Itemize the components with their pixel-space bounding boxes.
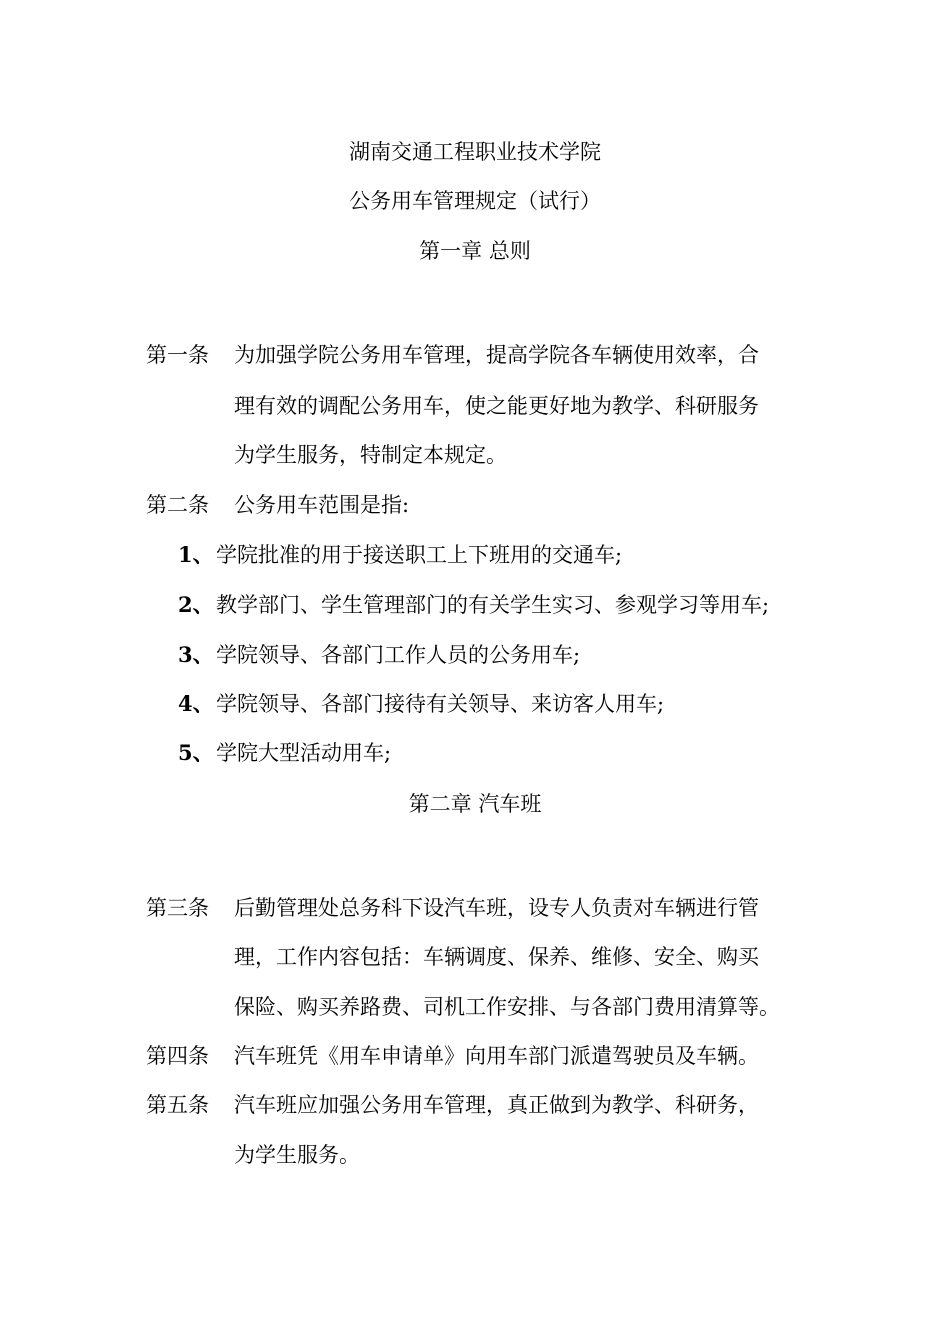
article-1-line-1: 为加强学院公务用车管理，提高学院各车辆使用效率，合 xyxy=(234,343,759,367)
article-1-line-3: 为学生服务，特制定本规定。 xyxy=(234,443,507,467)
article-5-label: 第五条 xyxy=(146,1093,209,1117)
list-item xyxy=(178,540,622,570)
chapter-1-heading: 第一章 总则 xyxy=(419,239,531,263)
article-1-line-2: 理有效的调配公务用车，使之能更好地为教学、科研服务 xyxy=(234,394,759,418)
article-3-label: 第三条 xyxy=(146,896,209,920)
list-item-text: 学院领导、各部门工作人员的公务用车; xyxy=(216,643,581,667)
list-item xyxy=(178,640,580,670)
list-item-number: 3、 xyxy=(178,642,214,667)
list-item-number: 2、 xyxy=(178,592,214,617)
article-1-label: 第一条 xyxy=(146,343,209,367)
list-item-text: 学院领导、各部门接待有关领导、来访客人用车; xyxy=(216,692,665,716)
list-item xyxy=(178,590,769,620)
article-3-line-1: 后勤管理处总务科下设汽车班，设专人负责对车辆进行管 xyxy=(234,896,759,920)
document-title: 湖南交通工程职业技术学院 xyxy=(349,140,601,164)
list-item-number: 1、 xyxy=(178,542,214,567)
document-subtitle: 公务用车管理规定（试行） xyxy=(349,189,601,213)
article-5-line-1: 汽车班应加强公务用车管理，真正做到为教学、科研务， xyxy=(234,1093,759,1117)
article-4-label: 第四条 xyxy=(146,1044,209,1068)
article-3-line-3: 保险、购买养路费、司机工作安排、与各部门费用清算等。 xyxy=(234,995,780,1019)
list-item xyxy=(178,738,391,768)
list-item xyxy=(178,689,664,719)
article-2-line-1: 公务用车范围是指: xyxy=(234,493,410,517)
article-5-line-2: 为学生服务。 xyxy=(234,1143,360,1167)
list-item-number: 5、 xyxy=(178,740,214,765)
chapter-2-heading: 第二章 汽车班 xyxy=(408,792,542,816)
article-4-line-1: 汽车班凭《用车申请单》向用车部门派遣驾驶员及车辆。 xyxy=(234,1044,759,1068)
list-item-number: 4、 xyxy=(178,691,214,716)
article-2-label: 第二条 xyxy=(146,493,209,517)
list-item-text: 学院批准的用于接送职工上下班用的交通车; xyxy=(216,543,623,567)
list-item-text: 教学部门、学生管理部门的有关学生实习、参观学习等用车; xyxy=(216,593,770,617)
article-3-line-2: 理，工作内容包括：车辆调度、保养、维修、安全、购买 xyxy=(234,945,759,969)
list-item-text: 学院大型活动用车; xyxy=(216,741,392,765)
